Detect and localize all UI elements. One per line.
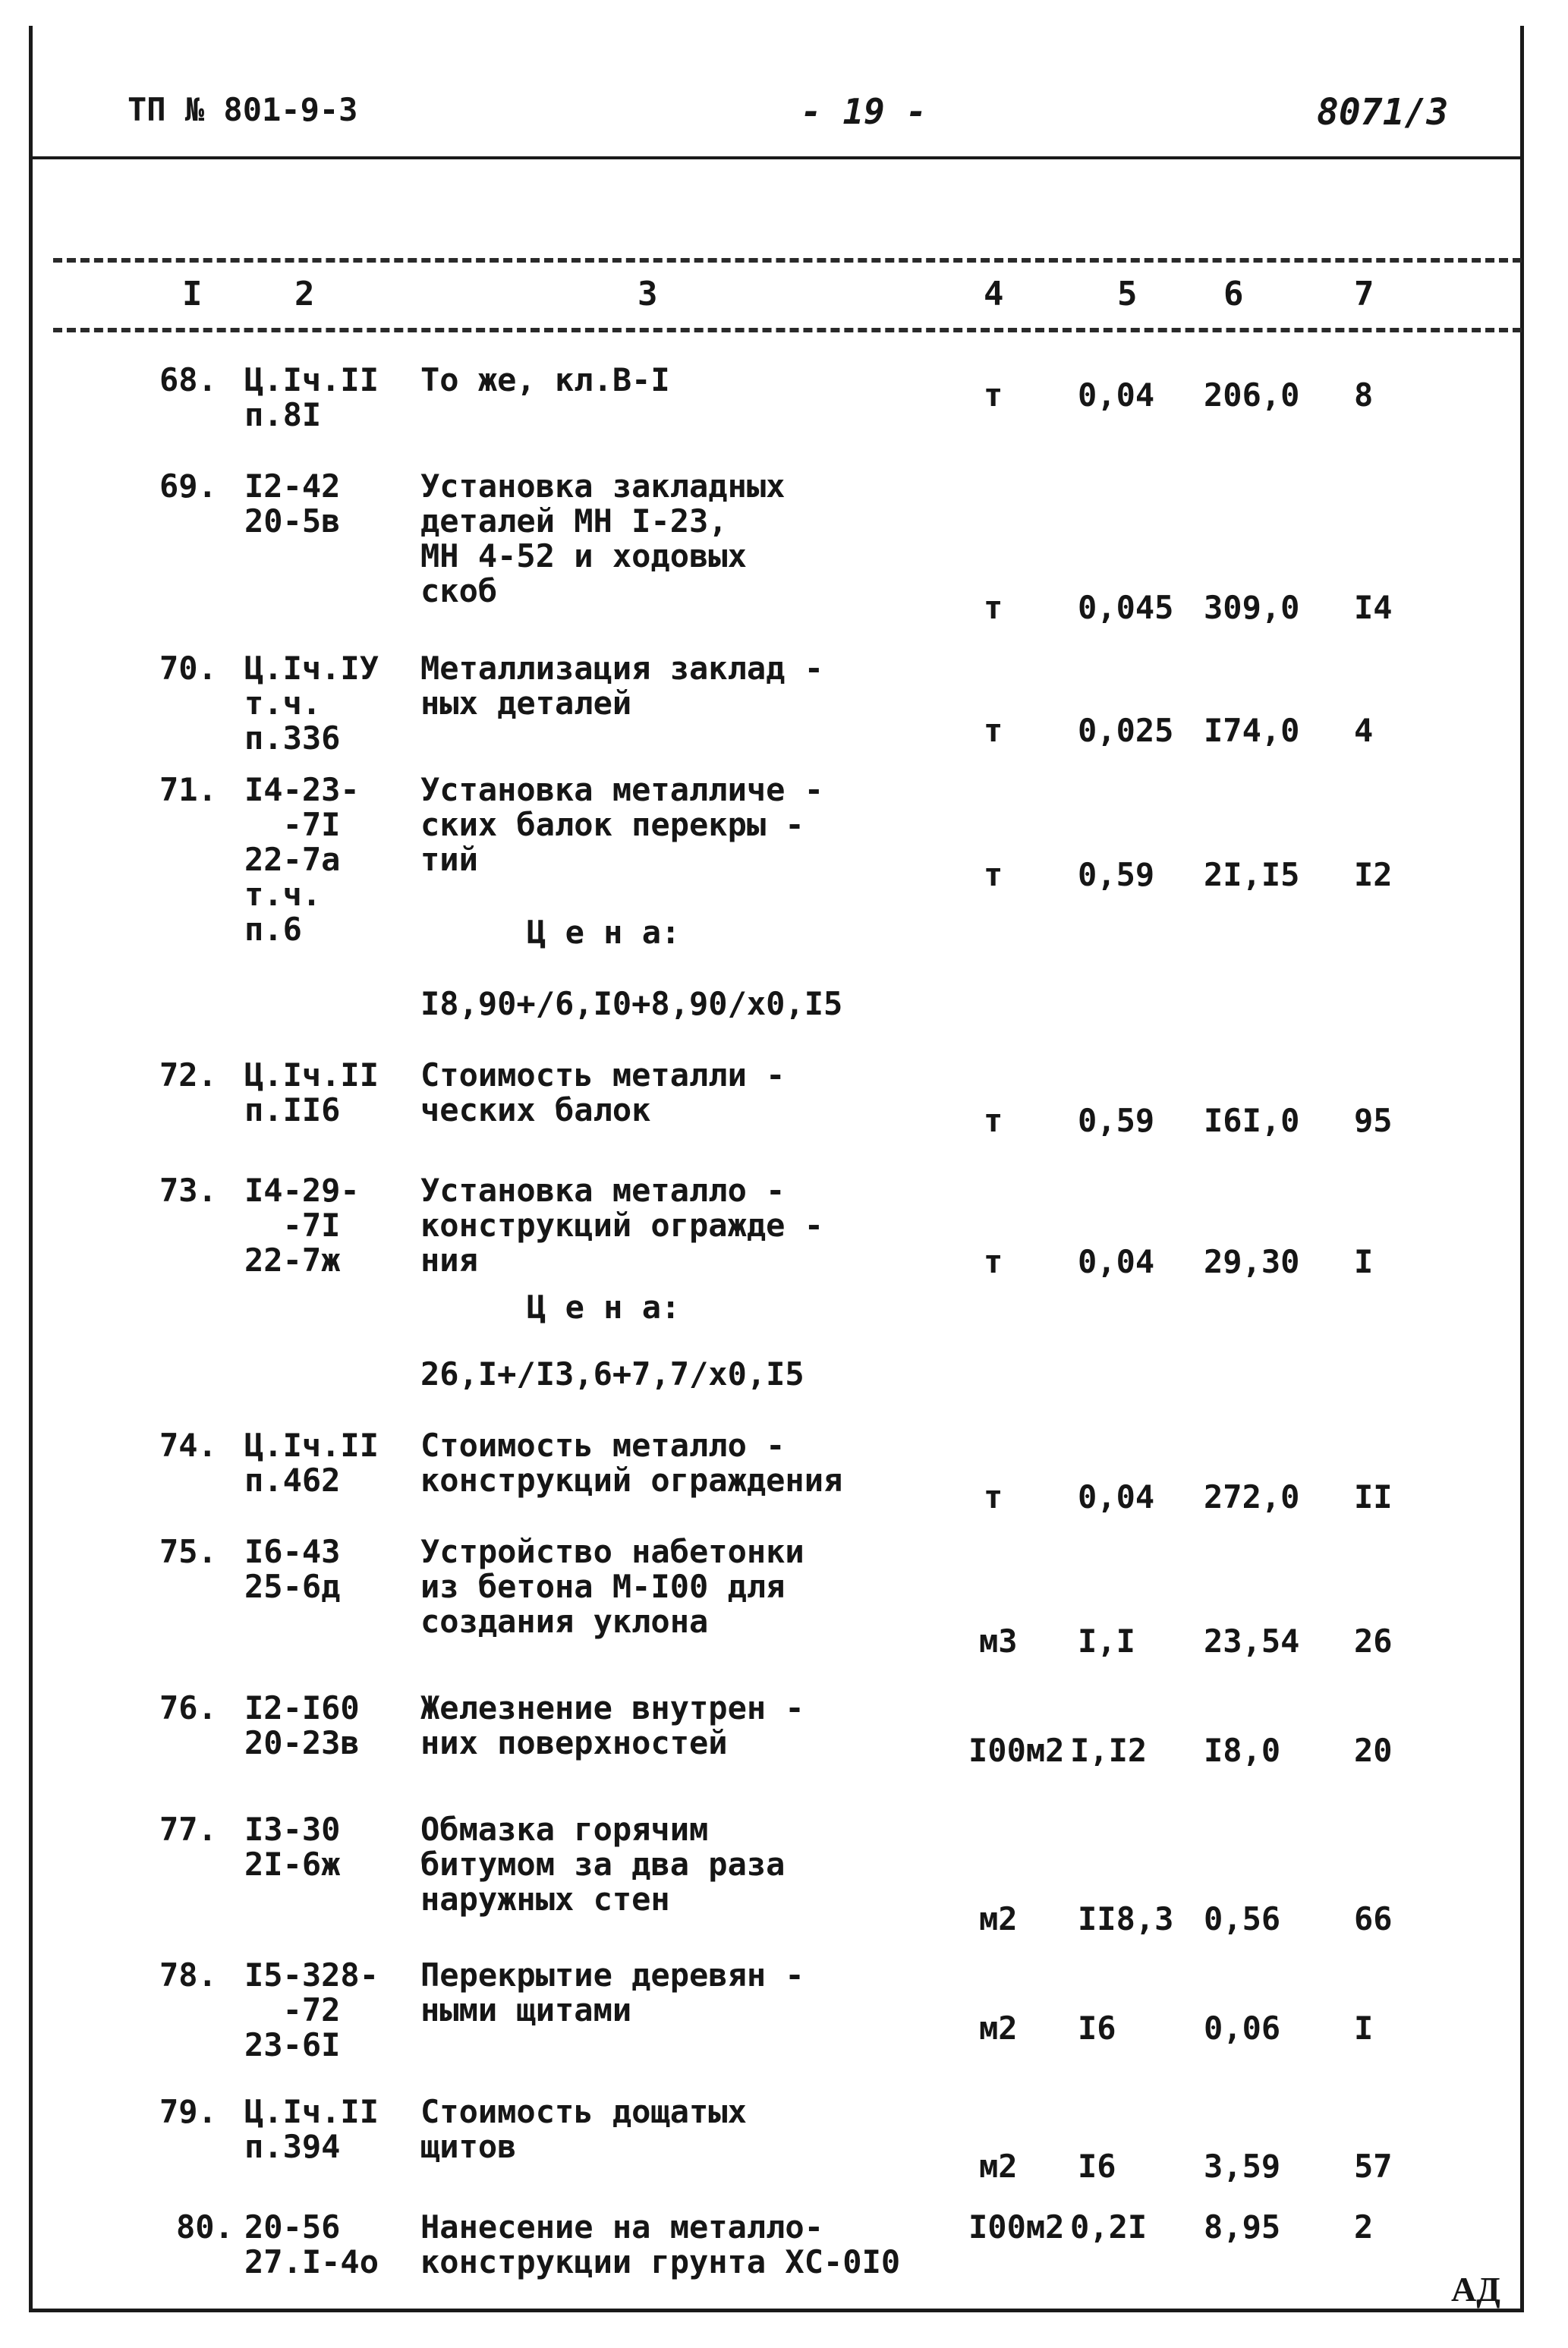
row-number: 71. [159, 771, 217, 808]
row-number: 78. [159, 1956, 217, 1994]
norm-code: Ц.Iч.II п.462 [244, 1427, 379, 1499]
norm-code: Ц.Iч.II п.II6 [244, 1056, 379, 1128]
quantity: 0,04 [1078, 1478, 1155, 1515]
unit-of-measure: т [984, 712, 1003, 749]
norm-code: Ц.Iч.II п.394 [244, 2093, 379, 2165]
quantity: I6 [1078, 2148, 1116, 2185]
norm-code: I6-43 25-6д [244, 1533, 341, 1605]
unit-of-measure: м2 [979, 1900, 1018, 1937]
row-number: 74. [159, 1427, 217, 1464]
total-cost: I [1354, 2010, 1374, 2047]
page-number: - 19 - [801, 91, 927, 132]
unit-price: I8,0 [1204, 1732, 1281, 1769]
total-cost: 20 [1354, 1732, 1393, 1769]
unit-price: 309,0 [1204, 589, 1300, 626]
work-description: Устройство набетонки из бетона М-I00 для создания уклона [420, 1533, 804, 1640]
document-reference: ТП № 801-9-3 [128, 91, 358, 128]
column-number-6: 6 [1223, 275, 1244, 313]
quantity: 0,045 [1078, 589, 1174, 626]
unit-price: 2I,I5 [1204, 856, 1300, 893]
unit-price: 272,0 [1204, 1478, 1300, 1515]
column-number-7: 7 [1354, 275, 1374, 313]
total-cost: II [1354, 1478, 1393, 1515]
total-cost: I4 [1354, 589, 1393, 626]
quantity: I6 [1078, 2010, 1116, 2047]
unit-price: 206,0 [1204, 376, 1300, 414]
work-description: Стоимость дощатых щитов [420, 2093, 747, 2165]
norm-code: I4-23- -7I 22-7а т.ч. п.6 [244, 771, 360, 948]
unit-of-measure: м2 [979, 2010, 1018, 2047]
work-description: Обмазка горячим битумом за два раза наружных стен [420, 1811, 786, 1918]
column-number-3: 3 [638, 275, 658, 313]
quantity: 0,025 [1078, 712, 1174, 749]
row-number: 73. [159, 1172, 217, 1209]
unit-of-measure: м2 [979, 2148, 1018, 2185]
unit-of-measure: м3 [979, 1623, 1018, 1660]
quantity: 0,59 [1078, 1102, 1155, 1139]
table-header-rule-top [53, 258, 1522, 263]
unit-of-measure: I00м2 [968, 1732, 1065, 1769]
work-description: Установка металло - конструкций огражде - ния [420, 1172, 824, 1279]
work-description: Установка металличе - ских балок перекры - тий [420, 771, 824, 878]
row-number: 77. [159, 1811, 217, 1848]
total-cost: 57 [1354, 2148, 1393, 2185]
unit-of-measure: т [984, 1102, 1003, 1139]
row-number: 79. [159, 2093, 217, 2130]
total-cost: 8 [1354, 376, 1374, 414]
column-number-5: 5 [1117, 275, 1138, 313]
quantity: 0,04 [1078, 1243, 1155, 1280]
work-description: То же, кл.В-I [420, 361, 670, 398]
price-label: Ц е н а: [527, 1289, 681, 1326]
header-rule [29, 156, 1520, 159]
norm-code: I2-42 20-5в [244, 467, 341, 540]
unit-of-measure: т [984, 856, 1003, 893]
total-cost: 2 [1354, 2208, 1374, 2246]
column-number-2: 2 [294, 275, 315, 313]
unit-price: 23,54 [1204, 1623, 1300, 1660]
norm-code: Ц.Iч.IУ т.ч. п.336 [244, 650, 379, 757]
unit-of-measure: т [984, 376, 1003, 414]
approval-stamp: АД [1451, 2270, 1500, 2309]
unit-price: 0,06 [1204, 2010, 1281, 2047]
work-description: Стоимость металло - конструкций ограждения [420, 1427, 843, 1499]
row-number: 76. [159, 1689, 217, 1726]
norm-code: I3-30 2I-6ж [244, 1811, 341, 1883]
quantity: II8,3 [1078, 1900, 1174, 1937]
price-formula: 26,I+/I3,6+7,7/x0,I5 [420, 1355, 804, 1393]
quantity: I,I2 [1070, 1732, 1148, 1769]
quantity: 0,2I [1070, 2208, 1148, 2246]
quantity: 0,04 [1078, 376, 1155, 414]
work-description: Стоимость металли - ческих балок [420, 1056, 786, 1128]
unit-of-measure: т [984, 1243, 1003, 1280]
total-cost: 66 [1354, 1900, 1393, 1937]
norm-code: I5-328- -72 23-6I [244, 1956, 379, 2063]
work-description: Железнение внутрен - них поверхностей [420, 1689, 804, 1761]
sheet-code: 8071/3 [1317, 91, 1449, 134]
row-number: 72. [159, 1056, 217, 1094]
row-number: 70. [159, 650, 217, 687]
row-number: 75. [159, 1533, 217, 1570]
unit-of-measure: т [984, 589, 1003, 626]
table-header-rule-bottom [53, 328, 1522, 332]
unit-price: 8,95 [1204, 2208, 1281, 2246]
norm-code: I2-I60 20-23в [244, 1689, 360, 1761]
unit-price: 0,56 [1204, 1900, 1281, 1937]
row-number: 69. [159, 467, 217, 505]
norm-code: Ц.Iч.II п.8I [244, 361, 379, 433]
unit-price: 3,59 [1204, 2148, 1281, 2185]
quantity: I,I [1078, 1623, 1135, 1660]
unit-price: 29,30 [1204, 1243, 1300, 1280]
norm-code: I4-29- -7I 22-7ж [244, 1172, 360, 1279]
total-cost: I [1354, 1243, 1374, 1280]
work-description: Установка закладных деталей МН I-23, МН 4-52 и ходовых скоб [420, 467, 786, 609]
quantity: 0,59 [1078, 856, 1155, 893]
unit-of-measure: т [984, 1478, 1003, 1515]
price-formula: I8,90+/6,I0+8,90/x0,I5 [420, 985, 843, 1022]
unit-of-measure: I00м2 [968, 2208, 1065, 2246]
row-number: 68. [159, 361, 217, 398]
work-description: Нанесение на металло- конструкции грунта ХС-0I0 [420, 2208, 901, 2280]
norm-code: 20-56 27.I-4о [244, 2208, 379, 2280]
column-number-4: 4 [984, 275, 1004, 313]
work-description: Перекрытие деревян - ными щитами [420, 1956, 804, 2029]
row-number: 80. [176, 2208, 234, 2246]
total-cost: 26 [1354, 1623, 1393, 1660]
total-cost: 4 [1354, 712, 1374, 749]
column-number-1: I [182, 275, 203, 313]
total-cost: I2 [1354, 856, 1393, 893]
unit-price: I6I,0 [1204, 1102, 1300, 1139]
price-label: Ц е н а: [527, 914, 681, 951]
total-cost: 95 [1354, 1102, 1393, 1139]
unit-price: I74,0 [1204, 712, 1300, 749]
work-description: Металлизация заклад - ных деталей [420, 650, 824, 722]
